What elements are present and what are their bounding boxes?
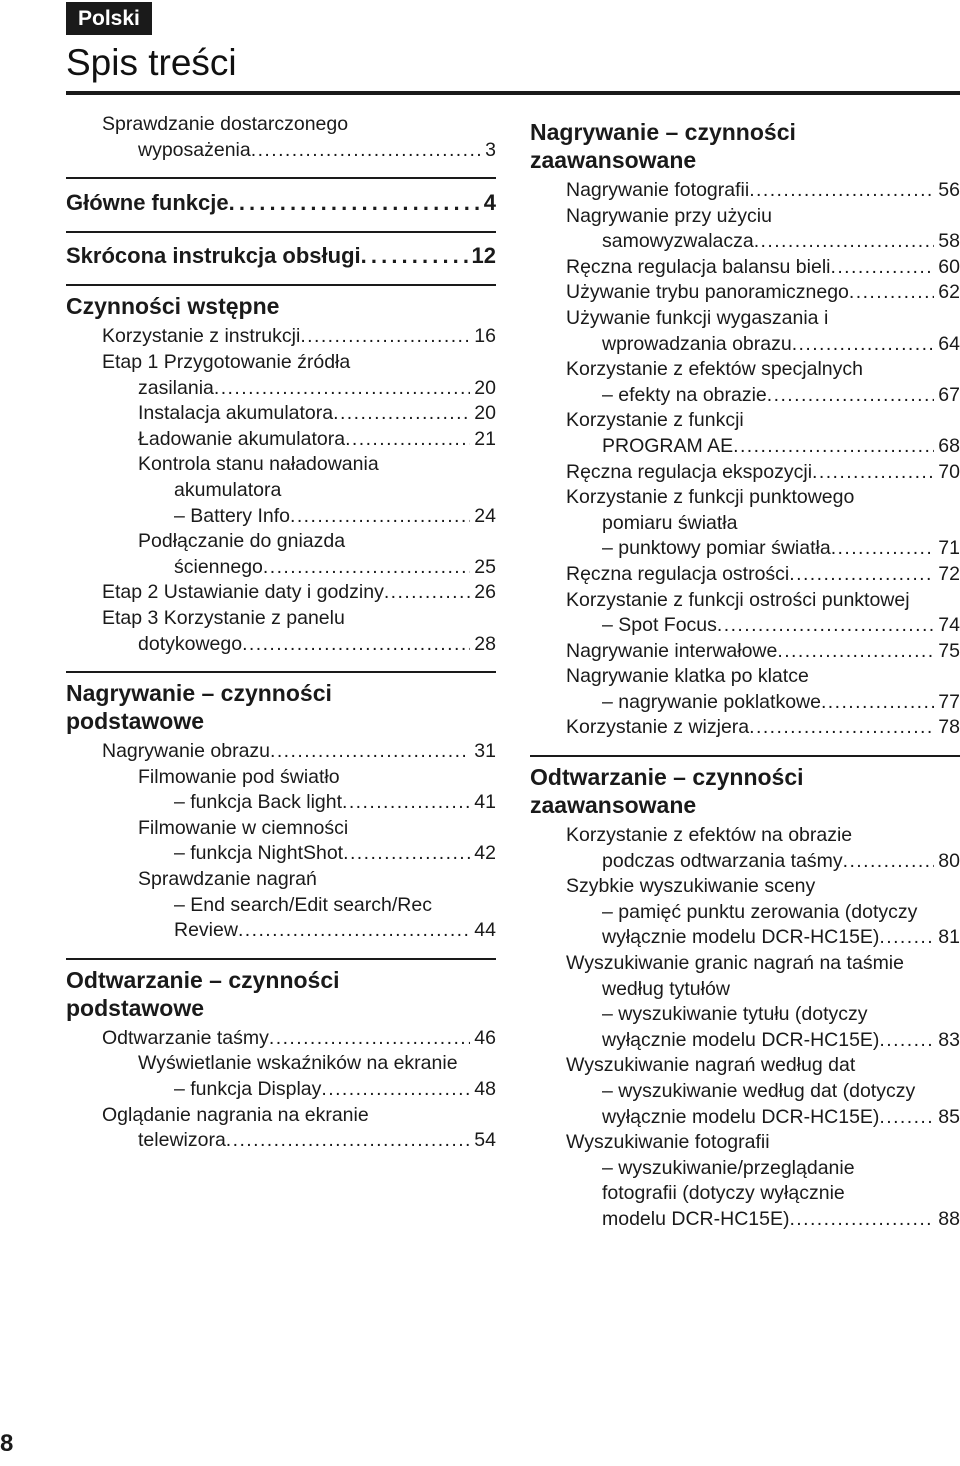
toc-entry[interactable]	[530, 1130, 960, 1232]
toc-entry-line	[530, 357, 960, 383]
toc-entry-line	[530, 306, 960, 332]
toc-entry-text: wyłącznie modelu DCR-HC15E)	[602, 1105, 880, 1128]
toc-entry-text: Wyszukiwanie granic nagrań na taśmie	[566, 952, 904, 975]
toc-entry-text: akumulatora	[174, 478, 282, 501]
toc-entry-text: PROGRAM AE	[602, 434, 734, 457]
toc-leader-dots	[879, 925, 934, 951]
toc-entry-text: Filmowanie pod światło	[138, 765, 340, 788]
toc-page-number: 12	[471, 243, 496, 269]
toc-entry-text: Review	[174, 919, 238, 942]
toc-entry[interactable]	[530, 951, 960, 1053]
toc-entry[interactable]	[66, 580, 496, 606]
toc-page-number: 3	[485, 138, 496, 161]
toc-page-number: 68	[938, 434, 960, 457]
toc-page-number: 24	[474, 504, 496, 527]
toc-entry-text: według tytułów	[602, 977, 730, 1000]
toc-entry-line	[66, 765, 496, 791]
toc-leader-dots	[749, 178, 934, 204]
section-divider	[66, 671, 496, 673]
section-heading	[530, 118, 960, 174]
toc-entry-line	[530, 204, 960, 230]
toc-entry-text: Ręczna regulacja ostrości	[566, 562, 790, 585]
toc-leader-dots	[214, 376, 470, 402]
toc-entry-line	[66, 401, 496, 427]
toc-entry-line	[66, 580, 496, 606]
toc-entry[interactable]	[530, 1053, 960, 1130]
section-heading-line: zaawansowane	[530, 147, 697, 173]
toc-entry-text: Filmowanie w ciemności	[138, 816, 349, 839]
toc-entry-line	[66, 1077, 496, 1103]
toc-leader-dots	[821, 690, 934, 716]
toc-leader-dots	[717, 613, 934, 639]
toc-entry-line	[530, 408, 960, 434]
toc-entry-line	[66, 790, 496, 816]
toc-entry-text: Korzystanie z funkcji punktowego	[566, 486, 855, 509]
toc-entry-text: Ładowanie akumulatora	[138, 427, 346, 450]
section-heading	[66, 292, 496, 320]
toc-entry-text: Używanie funkcji wygaszania i	[566, 306, 829, 329]
section-heading-line: Nagrywanie – czynności	[66, 680, 332, 707]
section-heading-line: Odtwarzanie – czynności	[530, 764, 804, 791]
toc-page-number: 81	[938, 926, 960, 949]
toc-entry[interactable]	[530, 715, 960, 741]
toc-entry-line	[530, 229, 960, 255]
toc-entry[interactable]	[530, 280, 960, 306]
toc-page-number: 16	[474, 325, 496, 348]
toc-entry-line	[530, 1156, 960, 1182]
toc-page-number: 4	[483, 189, 496, 215]
toc-entry-line	[530, 485, 960, 511]
toc-leader-dots	[238, 918, 470, 944]
toc-entry-text: Odtwarzanie taśmy	[102, 1026, 269, 1049]
toc-page-number: 71	[938, 537, 960, 560]
toc-entry[interactable]	[66, 606, 496, 657]
toc-entry-text: Korzystanie z wizjera	[566, 716, 750, 739]
toc-entry-text: – End search/Edit search/Rec	[174, 893, 432, 916]
toc-page-number: 58	[938, 230, 960, 253]
toc-leader-dots	[342, 790, 470, 816]
toc-entry-line	[66, 324, 496, 350]
toc-entry-text: – nagrywanie poklatkowe	[602, 690, 821, 713]
toc-entry-line	[530, 1130, 960, 1156]
toc-leader-dots	[879, 1028, 934, 1054]
toc-leader-dots	[879, 1105, 934, 1131]
toc-entry[interactable]	[66, 1026, 496, 1052]
toc-entry-text: telewizora	[138, 1129, 226, 1152]
section-heading-line: zaawansowane	[530, 792, 697, 819]
toc-entry[interactable]	[530, 823, 960, 874]
toc-entry-text: – wyszukiwanie/przeglądanie	[602, 1156, 855, 1179]
toc-entry-line	[530, 511, 960, 537]
section-heading-line: Nagrywanie – czynności	[530, 119, 796, 145]
toc-page-number: 41	[474, 791, 496, 814]
toc-entry-line	[530, 900, 960, 926]
section-divider	[66, 231, 496, 233]
toc-entry-line	[530, 874, 960, 900]
toc-entry[interactable]	[530, 204, 960, 255]
toc-entry-line	[530, 536, 960, 562]
toc-leader-dots	[290, 504, 470, 530]
toc-entry-line	[530, 1053, 960, 1079]
toc-leader-dots	[831, 255, 935, 281]
toc-entry[interactable]	[530, 874, 960, 951]
toc-entry-line	[530, 562, 960, 588]
toc-leader-dots	[226, 1128, 471, 1154]
toc-page-number: 74	[938, 614, 960, 637]
toc-leader-dots	[831, 536, 935, 562]
toc-entry-text: – funkcja NightShot	[174, 842, 344, 865]
toc-entry-line	[66, 816, 496, 842]
toc-entry-line	[66, 1026, 496, 1052]
toc-entry-text: pomiaru światła	[602, 511, 738, 534]
toc-entry-text: Sprawdzanie dostarczonego	[102, 113, 349, 135]
toc-entry-line	[530, 715, 960, 741]
toc-entry[interactable]	[66, 452, 496, 529]
toc-entry-line	[66, 893, 496, 919]
toc-entry[interactable]	[66, 427, 496, 453]
section-divider	[66, 177, 496, 179]
toc-entry[interactable]	[530, 485, 960, 562]
title-divider	[66, 91, 960, 95]
toc-entry-text: zasilania	[138, 376, 214, 399]
toc-entry-text: – Battery Info	[174, 504, 290, 527]
toc-entry-text: Nagrywanie przy użyciu	[566, 204, 772, 227]
section-heading	[66, 966, 496, 1022]
toc-entry-line	[530, 1207, 960, 1233]
toc-entry-text: Wyszukiwanie nagrań według dat	[566, 1054, 856, 1077]
toc-entry-line	[66, 841, 496, 867]
toc-entry-text: – wyszukiwanie według dat (dotyczy	[602, 1080, 916, 1102]
toc-entry-line	[66, 376, 496, 402]
toc-entry-text: wprowadzania obrazu	[602, 332, 792, 355]
toc-page-number: 48	[474, 1078, 496, 1101]
toc-entry-text: Podłączanie do gniazda	[138, 530, 346, 553]
toc-leader-dots	[792, 332, 935, 358]
toc-entry[interactable]	[530, 255, 960, 281]
toc-entry-line	[66, 529, 496, 555]
toc-entry-text: – efekty na obrazie	[602, 383, 767, 406]
page-number: 8	[0, 1430, 14, 1457]
toc-entry-line	[530, 1002, 960, 1028]
toc-entry-line	[530, 1105, 960, 1131]
toc-entry-line	[66, 632, 496, 658]
toc-page-number: 56	[938, 179, 960, 201]
toc-entry-line	[66, 112, 496, 138]
toc-entry-text: – pamięć punktu zerowania (dotyczy	[602, 900, 918, 923]
toc-page-number: 70	[938, 460, 960, 483]
toc-entry-text: wyłącznie modelu DCR-HC15E)	[602, 1028, 880, 1051]
toc-entry-text: Nagrywanie interwałowe	[566, 639, 778, 662]
toc-entry[interactable]	[530, 639, 960, 665]
toc-leader-dots	[343, 841, 470, 867]
toc-entry[interactable]	[66, 112, 496, 163]
toc-entry[interactable]	[530, 408, 960, 459]
toc-entry-text: Nagrywanie fotografii	[566, 179, 750, 201]
toc-entry-text: samowyzwalacza	[602, 230, 754, 253]
toc-page-number: 26	[474, 581, 496, 604]
toc-entry-text: Korzystanie z efektów specjalnych	[566, 358, 863, 381]
toc-entry-text: Używanie trybu panoramicznego	[566, 281, 849, 304]
toc-leader-dots	[269, 1026, 470, 1052]
toc-page-number: 77	[938, 690, 960, 713]
toc-entry-line	[530, 1028, 960, 1054]
toc-entry-text: wyposażenia	[138, 138, 251, 161]
toc-page-number: 62	[938, 281, 960, 304]
toc-entry-text: Etap 1 Przygotowanie źródła	[102, 350, 351, 373]
section-heading-line: Czynności wstępne	[66, 293, 280, 320]
toc-leader-dots	[345, 427, 470, 453]
toc-entry[interactable]	[66, 529, 496, 580]
toc-entry-line	[66, 138, 496, 164]
toc-leader-dots	[749, 715, 934, 741]
toc-page-number: 67	[938, 383, 960, 406]
toc-entry[interactable]	[66, 350, 496, 401]
toc-leader-dots	[321, 1077, 470, 1103]
toc-leader-dots	[361, 242, 468, 270]
toc-entry-text: Etap 2 Ustawianie daty i godziny	[102, 581, 384, 604]
toc-entry-text: – funkcja Display	[174, 1078, 322, 1101]
toc-leader-dots	[263, 555, 470, 581]
toc-entry-text: Oglądanie nagrania na ekranie	[102, 1103, 369, 1126]
toc-entry-text: Nagrywanie klatka po klatce	[566, 665, 809, 688]
toc-entry-line	[66, 1103, 496, 1129]
toc-left-column	[66, 112, 496, 1154]
toc-entry-line	[530, 383, 960, 409]
toc-entry-text: Ręczna regulacja ekspozycji	[566, 460, 813, 483]
toc-entry-line	[66, 478, 496, 504]
toc-entry-text: ściennego	[174, 555, 263, 578]
toc-entry-text: – funkcja Back light	[174, 791, 343, 814]
toc-entry[interactable]	[530, 562, 960, 588]
toc-right-column	[530, 112, 960, 1233]
toc-entry-text: Etap 3 Korzystanie z panelu	[102, 606, 345, 629]
toc-entry-line	[66, 350, 496, 376]
toc-main-entry[interactable]	[66, 191, 496, 217]
toc-leader-dots	[789, 562, 934, 588]
toc-leader-dots	[733, 434, 934, 460]
toc-leader-dots	[300, 324, 470, 350]
toc-entry-line	[530, 1181, 960, 1207]
toc-entry-line	[530, 690, 960, 716]
toc-entry-line	[530, 255, 960, 281]
toc-entry-text: Korzystanie z funkcji ostrości punktowej	[566, 588, 910, 611]
toc-page-number: 64	[938, 332, 960, 355]
toc-page-number: 83	[938, 1028, 960, 1051]
toc-leader-dots	[789, 1207, 934, 1233]
toc-page-number: 85	[938, 1105, 960, 1128]
toc-entry-line	[66, 739, 496, 765]
toc-leader-dots	[754, 229, 935, 255]
toc-leader-dots	[812, 460, 934, 486]
toc-leader-dots	[843, 849, 935, 875]
toc-page-number: 46	[474, 1026, 496, 1049]
toc-entry-line	[530, 849, 960, 875]
toc-entry-line	[66, 606, 496, 632]
toc-entry-text: Główne funkcje	[66, 189, 229, 215]
toc-entry-text: podczas odtwarzania taśmy	[602, 849, 843, 872]
toc-page-number: 54	[474, 1129, 496, 1152]
toc-leader-dots	[229, 189, 480, 217]
toc-entry-line	[530, 639, 960, 665]
toc-entry-text: Korzystanie z efektów na obrazie	[566, 824, 853, 847]
toc-entry-text: Skrócona instrukcja obsługi	[66, 243, 361, 269]
toc-leader-dots	[777, 639, 934, 665]
toc-leader-dots	[384, 580, 470, 606]
toc-page-number: 88	[938, 1207, 960, 1230]
toc-leader-dots	[270, 739, 470, 765]
toc-entry-line	[66, 452, 496, 478]
toc-entry[interactable]	[66, 739, 496, 765]
toc-entry[interactable]	[66, 401, 496, 427]
toc-page-number: 42	[474, 842, 496, 865]
toc-entry-text: wyłącznie modelu DCR-HC15E)	[602, 926, 880, 949]
toc-entry[interactable]	[66, 765, 496, 816]
toc-entry-line	[530, 588, 960, 614]
toc-entry-line	[530, 434, 960, 460]
toc-entry-line	[530, 951, 960, 977]
toc-entry-text: Wyszukiwanie fotografii	[566, 1131, 770, 1154]
toc-leader-dots	[849, 280, 934, 306]
toc-entry-line	[66, 427, 496, 453]
toc-leader-dots	[333, 401, 470, 427]
toc-page-number: 44	[474, 919, 496, 942]
toc-page-number: 21	[474, 427, 496, 450]
section-heading	[530, 763, 960, 819]
language-tag: Polski	[66, 2, 152, 35]
toc-entry-line	[530, 613, 960, 639]
toc-page-number: 28	[474, 632, 496, 655]
toc-entry-text: Sprawdzanie nagrań	[138, 868, 317, 891]
toc-leader-dots	[767, 383, 935, 409]
toc-entry-text: Wyświetlanie wskaźników na ekranie	[138, 1052, 458, 1075]
toc-entry[interactable]	[530, 306, 960, 357]
toc-entry-text: Korzystanie z funkcji	[566, 409, 744, 432]
toc-entry-line	[530, 925, 960, 951]
section-heading-line: podstawowe	[66, 708, 205, 735]
toc-entry-text: dotykowego	[138, 632, 243, 655]
toc-page-number: 72	[938, 562, 960, 585]
toc-entry-line	[66, 1128, 496, 1154]
toc-entry-line	[66, 867, 496, 893]
toc-entry-text: – wyszukiwanie tytułu (dotyczy	[602, 1003, 868, 1026]
toc-entry-text: Szybkie wyszukiwanie sceny	[566, 875, 816, 898]
toc-entry-line	[530, 460, 960, 486]
section-divider	[66, 958, 496, 960]
toc-entry-text: Kontrola stanu naładowania	[138, 453, 379, 476]
toc-entry[interactable]	[66, 1051, 496, 1102]
toc-entry-text: Nagrywanie obrazu	[102, 740, 271, 763]
toc-entry-line	[66, 918, 496, 944]
toc-entry[interactable]	[66, 1103, 496, 1154]
toc-page-number: 25	[474, 555, 496, 578]
toc-entry-line	[66, 1051, 496, 1077]
toc-page-number: 75	[938, 639, 960, 662]
toc-entry[interactable]	[530, 357, 960, 408]
toc-entry-line	[66, 555, 496, 581]
toc-entry-text: – Spot Focus	[602, 614, 717, 637]
toc-entry[interactable]	[530, 664, 960, 715]
toc-entry-line	[66, 504, 496, 530]
toc-page-number: 31	[474, 740, 496, 763]
toc-page-number: 20	[474, 376, 496, 399]
toc-entry[interactable]	[66, 816, 496, 867]
toc-entry-text: Korzystanie z instrukcji	[102, 325, 301, 348]
toc-page-number: 78	[938, 716, 960, 739]
toc-entry-text: – punktowy pomiar światła	[602, 537, 831, 560]
page-title: Spis treści	[66, 42, 237, 83]
toc-entry[interactable]	[530, 588, 960, 639]
toc-entry-line	[530, 1079, 960, 1105]
toc-entry[interactable]	[66, 867, 496, 944]
toc-page-number: 60	[938, 255, 960, 278]
toc-entry[interactable]	[530, 178, 960, 204]
toc-entry-line	[530, 280, 960, 306]
toc-main-entry[interactable]	[66, 245, 496, 271]
toc-entry-text: modelu DCR-HC15E)	[602, 1207, 790, 1230]
section-heading	[66, 679, 496, 735]
section-divider	[530, 755, 960, 757]
toc-leader-dots	[242, 632, 470, 658]
toc-page-number: 20	[474, 402, 496, 425]
section-heading-line: Odtwarzanie – czynności	[66, 966, 340, 993]
toc-entry-text: Ręczna regulacja balansu bieli	[566, 255, 831, 278]
toc-leader-dots	[251, 138, 481, 164]
section-heading-line: podstawowe	[66, 994, 205, 1021]
toc-entry-line	[530, 977, 960, 1003]
toc-entry-text: Instalacja akumulatora	[138, 402, 334, 425]
toc-entry-line	[530, 332, 960, 358]
toc-page-number: 80	[938, 849, 960, 872]
toc-entry[interactable]	[66, 324, 496, 350]
section-divider	[66, 284, 496, 286]
toc-entry[interactable]	[530, 460, 960, 486]
toc-entry-line	[530, 664, 960, 690]
toc-entry-line	[530, 178, 960, 204]
toc-entry-text: fotografii (dotyczy wyłącznie	[602, 1182, 845, 1205]
toc-entry-line	[530, 823, 960, 849]
